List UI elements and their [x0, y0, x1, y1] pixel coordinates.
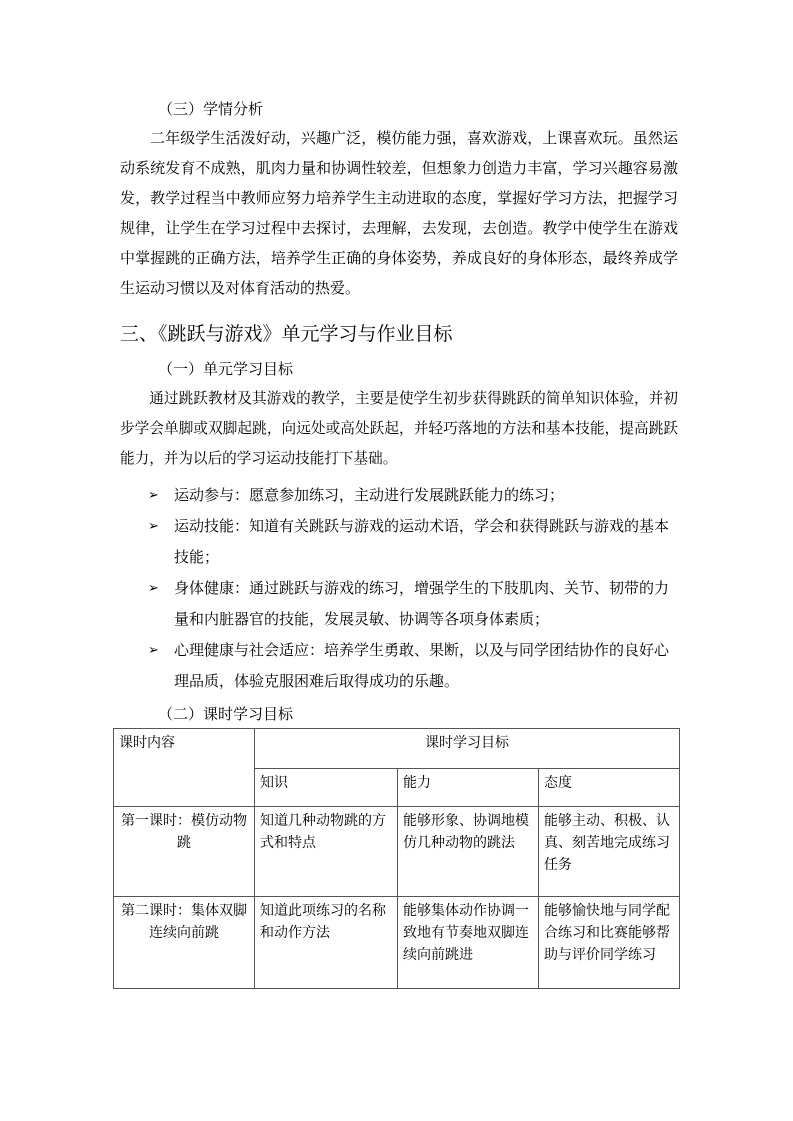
- cell-ability: 能够集体动作协调一致地有节奏地双脚连续向前跳进: [398, 897, 539, 989]
- cell-ability: 能够形象、协调地模仿几种动物的跳法: [398, 807, 539, 897]
- bullet-item: [146, 573, 681, 635]
- lesson-goals-table-wrapper: [113, 728, 680, 989]
- header-lesson-content: 课时内容: [114, 729, 255, 807]
- bullet-text: 运动技能：知道有关跳跃与游戏的运动术语，学会和获得跳跃与游戏的基本技能；: [174, 517, 670, 566]
- bullet-item: [146, 480, 681, 511]
- bullet-text: 心理健康与社会适应：培养学生勇敢、果断，以及与同学团结协作的良好心理品质，体验克服困难后取得成功的乐趣。: [174, 641, 670, 690]
- cell-knowledge: 知道此项练习的名称和动作方法: [255, 897, 398, 989]
- bullet-text: 身体健康：通过跳跃与游戏的练习，增强学生的下肢肌肉、关节、韧带的力量和内脏器官的技能，发展灵敏、协调等各项身体素质；: [174, 579, 670, 628]
- subsection-heading-lesson-goals: （二）课时学习目标: [158, 705, 294, 723]
- cell-lesson: 第二课时：集体双脚连续向前跳: [114, 897, 255, 989]
- table-row: [114, 807, 680, 897]
- table-row: [114, 897, 680, 989]
- paragraph-learner-analysis: 二年级学生活泼好动，兴趣广泛，模仿能力强，喜欢游戏，上课喜欢玩。虽然运动系统发育不成熟，肌肉力量和协调性较差，但想象力创造力丰富，学习兴趣容易激发，教学过程当中教师应努力培养学生主动进取的态度，掌握好学习方法，把握学习规律，让学生在学习过程中去探讨，去理解，去发现，去创造。教学中使学生在游戏中掌握跳的正确方法，培养学生正确的身体姿势，养成良好的身体形态，最终养成学生运动习惯以及对体育活动的热爱。: [120, 129, 678, 297]
- header-ability: 能力: [398, 769, 539, 807]
- header-attitude: 态度: [539, 769, 680, 807]
- cell-attitude: 能够主动、积极、认真、刻苦地完成练习任务: [539, 807, 680, 897]
- arrow-bullet-icon: ➢: [148, 488, 159, 503]
- table-header-row: [114, 729, 680, 769]
- subsection-heading-unit-learning-goals: （一）单元学习目标: [158, 360, 294, 378]
- bullet-item: [146, 511, 681, 573]
- bullet-text: 运动参与：愿意参加练习，主动进行发展跳跃能力的练习；: [174, 486, 565, 504]
- section-heading-unit-goals: 三、《跳跃与游戏》单元学习与作业目标: [120, 323, 453, 345]
- bullet-item: [146, 635, 681, 697]
- header-lesson-goals: 课时学习目标: [255, 729, 680, 769]
- arrow-bullet-icon: ➢: [148, 643, 159, 658]
- cell-attitude: 能够愉快地与同学配合练习和比赛能够帮助与评价同学练习: [539, 897, 680, 989]
- paragraph-unit-goals: 通过跳跃教材及其游戏的教学，主要是使学生初步获得跳跃的简单知识体验，并初步学会单脚或双脚起跳，向远处或高处跃起，并轻巧落地的方法和基本技能，提高跳跃能力，并为以后的学习运动技能打下基础。: [120, 390, 678, 467]
- subsection-heading-learner-analysis: （三）学情分析: [158, 100, 264, 118]
- arrow-bullet-icon: ➢: [148, 581, 159, 596]
- lesson-goals-table: [113, 728, 680, 989]
- cell-knowledge: 知道几种动物跳的方式和特点: [255, 807, 398, 897]
- goal-bullet-list: [146, 480, 681, 697]
- header-knowledge: 知识: [255, 769, 398, 807]
- arrow-bullet-icon: ➢: [148, 519, 159, 534]
- cell-lesson: 第一课时：模仿动物跳: [114, 807, 255, 897]
